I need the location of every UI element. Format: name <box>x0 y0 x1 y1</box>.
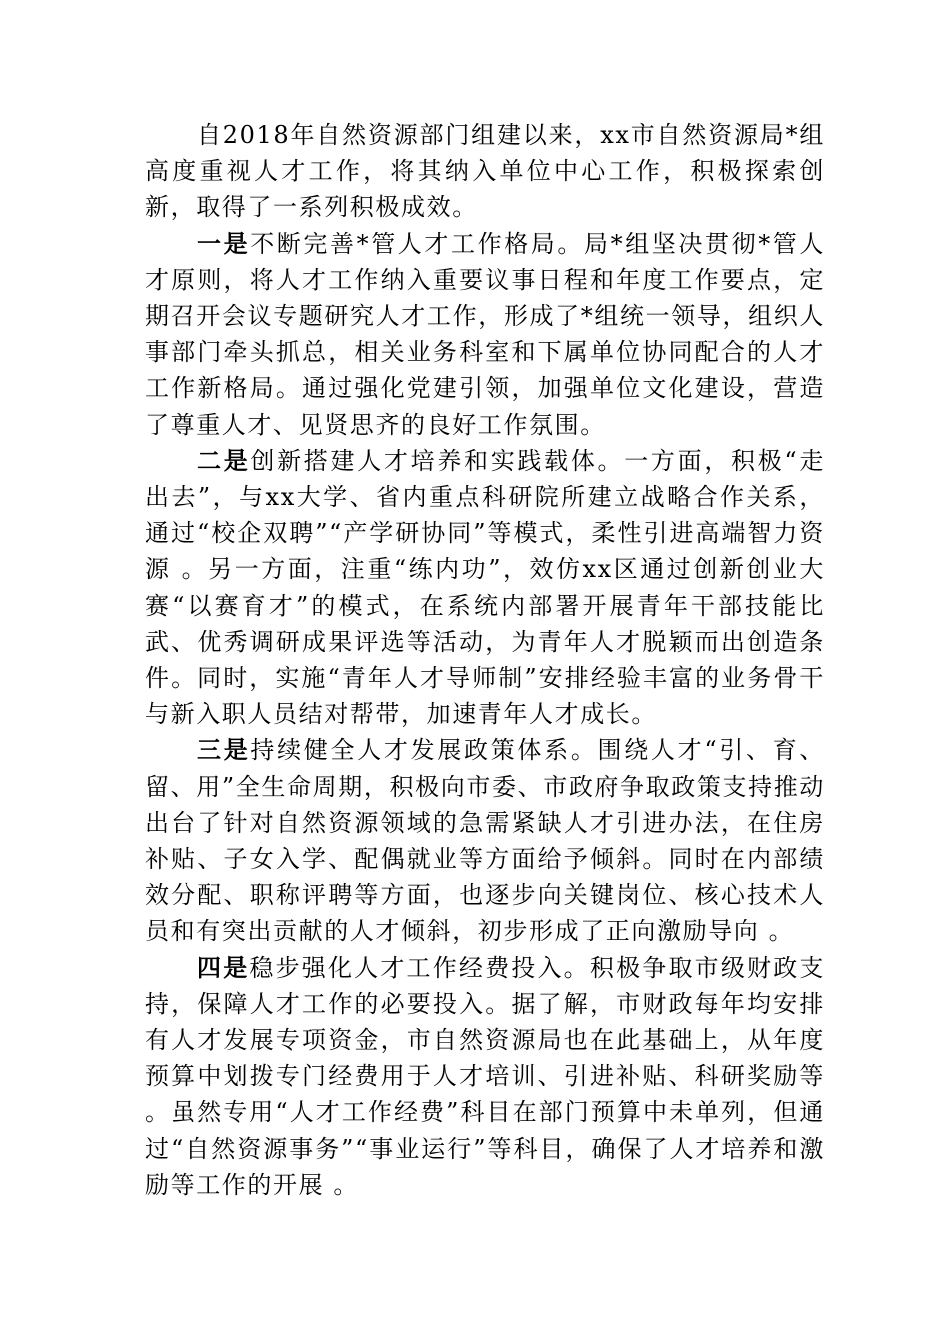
section-lead-1: 一是 <box>197 228 251 258</box>
section-text-3: 持续健全人才发展政策体系。围绕人才“引、育、留、用”全生命周期，积极向市委、市政府争取政策支持推动出台了针对自然资源领域的急需紧缺人才引进办法，在住房补贴、子女入学、配偶就业等方面给予倾斜。同时在内部绩效分配、职称评聘等方面，也逐步向关键岗位、核心技术人员和有突出贡献的人才倾斜，初步形成了正向激励导向 。 <box>145 736 825 946</box>
section-lead-4: 四是 <box>197 952 250 982</box>
document-body <box>145 117 825 1203</box>
section-paragraph-3 <box>145 732 825 949</box>
section-lead-3: 三是 <box>197 735 251 765</box>
intro-paragraph: 自2018年自然资源部门组建以来，xx市自然资源局*组高度重视人才工作，将其纳入单位中心工作，积极探索创新，取得了一系列积极成效。 <box>145 121 825 222</box>
section-paragraph-4 <box>145 950 825 1203</box>
section-paragraph-2 <box>145 443 825 733</box>
section-text-4: 稳步强化人才工作经费投入。积极争取市级财政支持，保障人才工作的必要投入。据了解，市财政每年均安排有人才发展专项资金，市自然资源局也在此基础上，从年度预算中划拨专门经费用于人才培训、引进补贴、科研奖励等 。虽然专用“人才工作经费”科目在部门预算中未单列，但通过“自然资源事务”“事业运行”等科目，确保了人才培养和激励等工作的开展 。 <box>145 953 826 1199</box>
section-lead-2: 二是 <box>197 445 251 475</box>
section-paragraph-1 <box>145 226 825 443</box>
section-text-2: 创新搭建人才培养和实践载体。一方面，积极“走出去”，与xx大学、省内重点科研院所建立战略合作关系，通过“校企双聘”“产学研协同”等模式，柔性引进高端智力资源 。另一方面，注重“练内功”，效仿xx区通过创新创业大赛“以赛育才”的模式，在系统内部署开展青年干部技能比武、优秀调研成果评选等活动，为青年人才脱颖而出创造条件。同时，实施“青年人才导师制”安排经验丰富的业务骨干与新入职人员结对帮带，加速青年人才成长。 <box>145 446 825 729</box>
section-text-1: 不断完善*管人才工作格局。局*组坚决贯彻*管人才原则，将人才工作纳入重要议事日程和年度工作要点，定期召开会议专题研究人才工作，形成了*组统一领导，组织人事部门牵头抓总，相关业务科室和下属单位协同配合的人才工作新格局。通过强化党建引领，加强单位文化建设，营造了尊重人才、见贤思齐的良好工作氛围。 <box>145 229 825 439</box>
